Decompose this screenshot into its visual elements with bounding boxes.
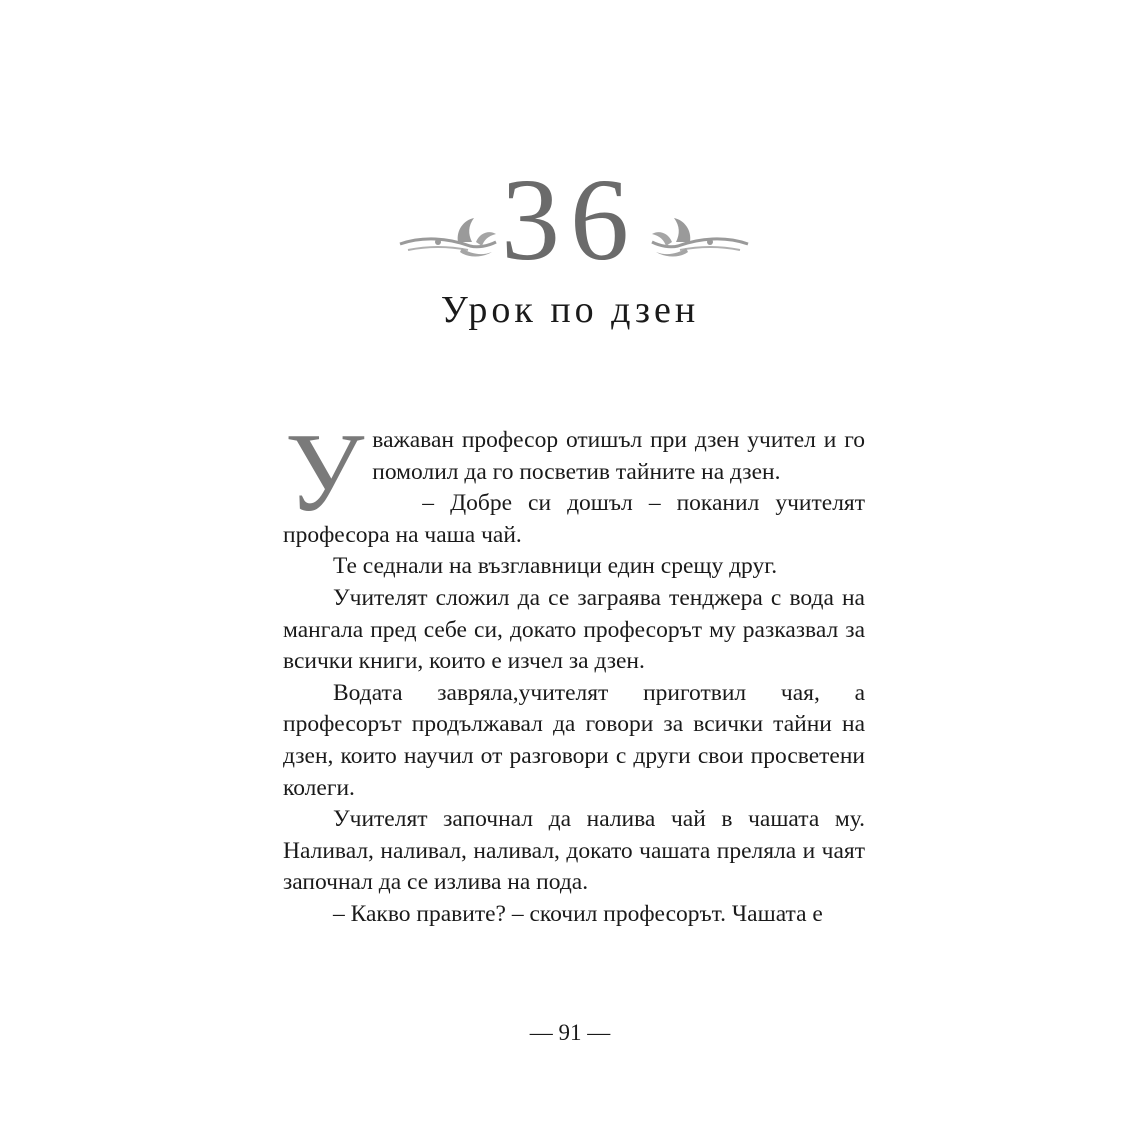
chapter-body (283, 411, 865, 931)
paragraph: Учителят сложил да се заграява тенджера с вода на мангала пред себе си, докато професорът му разказвал за всички книги, които е изчел за дзен. (283, 584, 865, 675)
chapter-number: 36 (501, 154, 639, 285)
paragraph: Водата завряла,учителят приготвил чая, а професорът продължавал да говори за всички тайни на дзен, които научил от разговори с други свои просветени колеги. (283, 679, 865, 801)
right-flourish-icon (650, 212, 750, 262)
page-number: — 91 — (529, 1020, 611, 1045)
paragraph: – Какво правите? – скочил професорът. Чашата е (333, 900, 823, 927)
paragraph: Учителят започнал да налива чай в чашата му. Наливал, наливал, наливал, докато чашата преляла и чаят започнал да се излива на пода. (283, 806, 865, 896)
chapter-title: Урок по дзен (440, 289, 700, 331)
paragraph: – Добре си дошъл – поканил учителят професора на чаша чай. (283, 490, 865, 548)
paragraph: Те седнали на възглавници един срещу друг. (333, 553, 778, 580)
paragraph-text: важаван професор отишъл при дзен учител и го помолил да го посветив тайните на дзен. (372, 427, 865, 485)
drop-cap: У (285, 411, 365, 535)
chapter-header (0, 154, 1140, 285)
